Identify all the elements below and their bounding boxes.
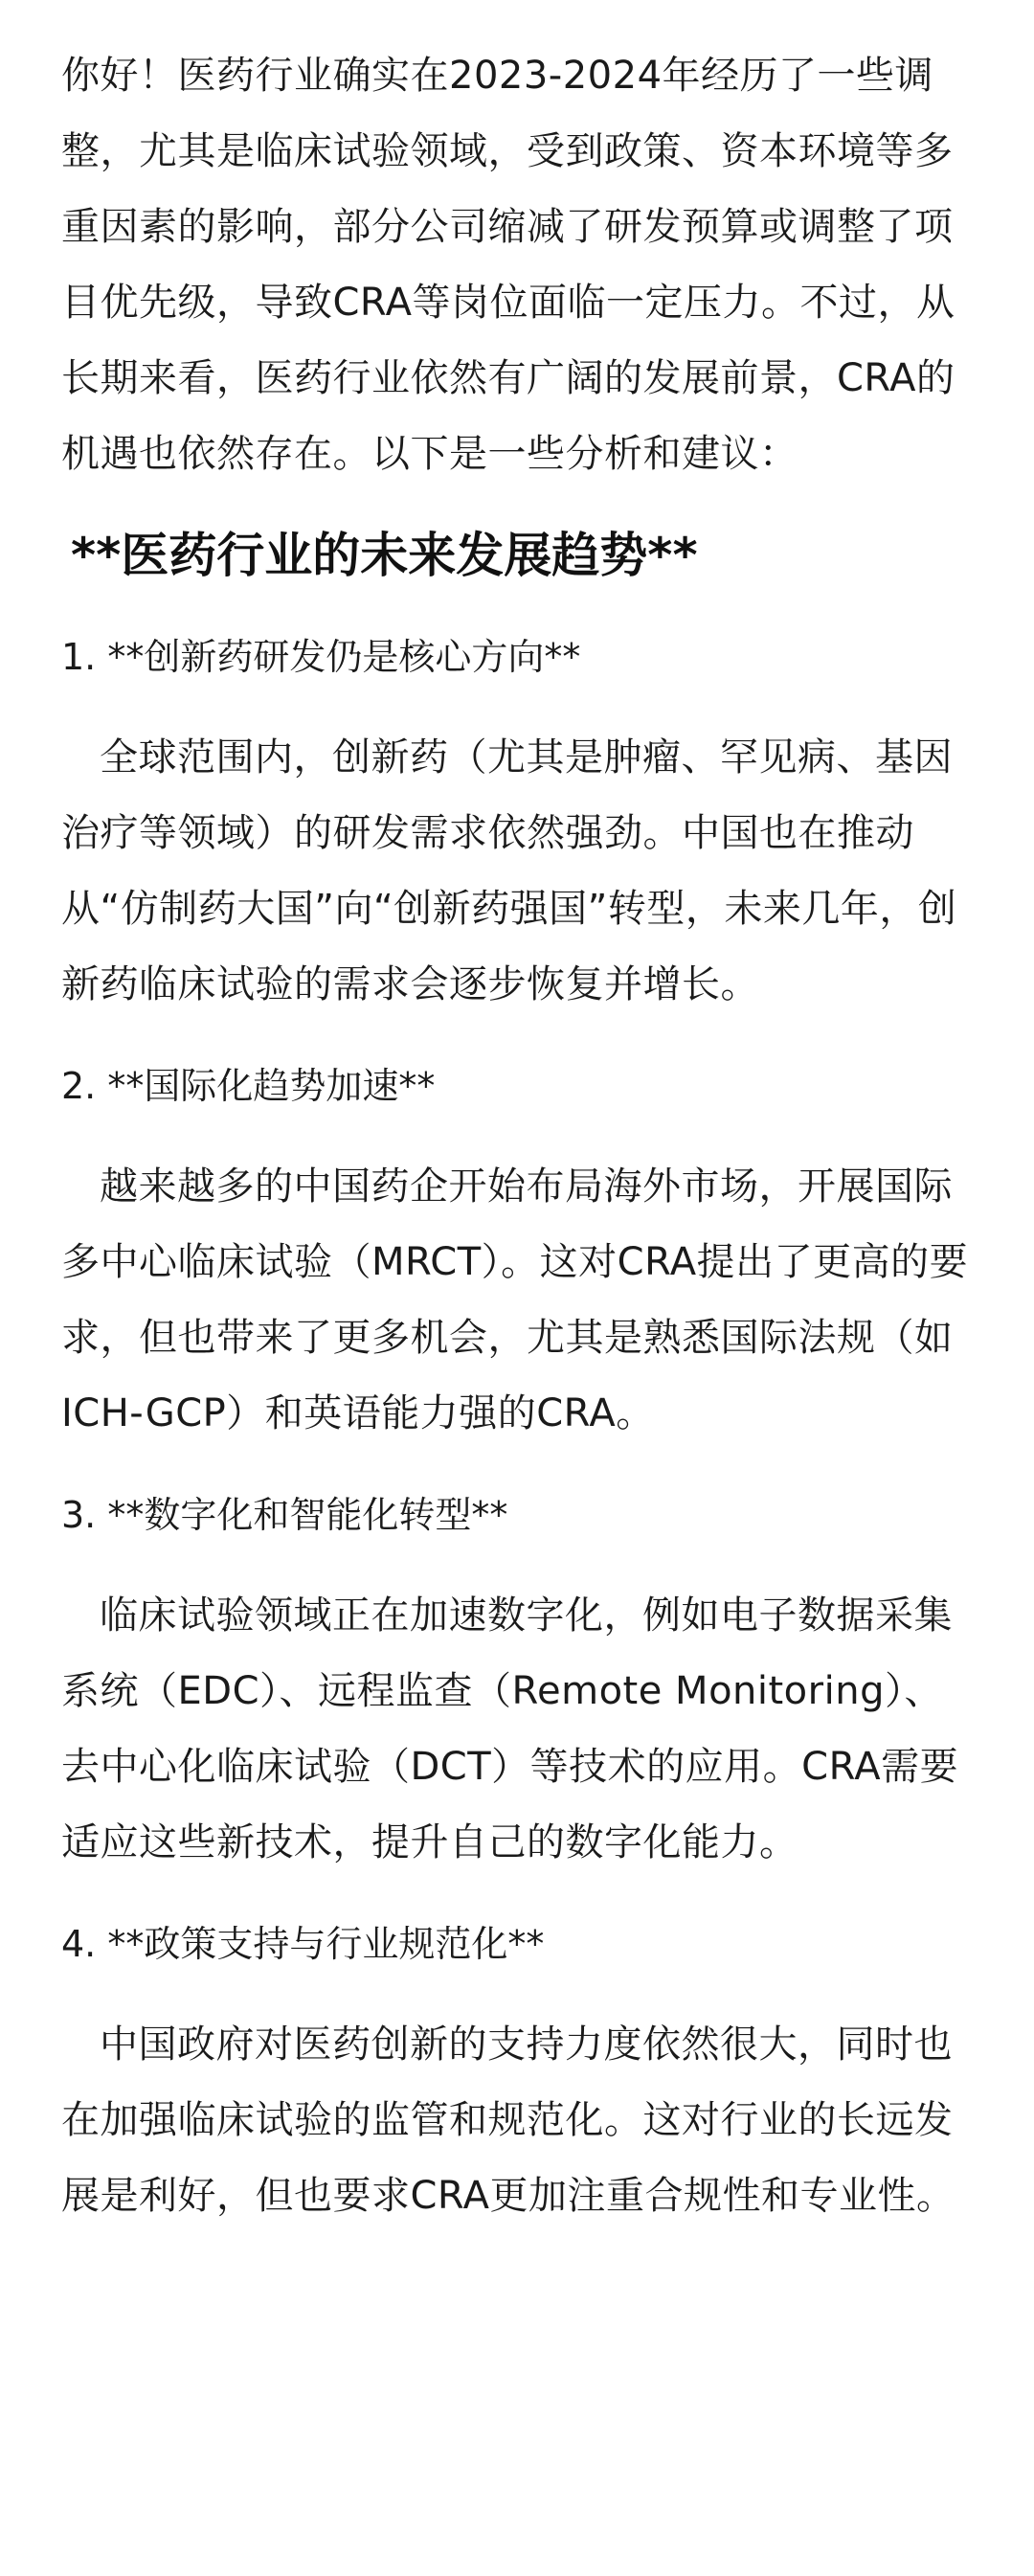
item-body-2: 越来越多的中国药企开始布局海外市场，开展国际多中心临床试验（MRCT）。这对CRA提出了更高的要求，但也带来了更多机会，尤其是熟悉国际法规（如ICH-GCP）和英语能力强的CRA。: [61, 1164, 969, 1435]
item-body-3: 临床试验领域正在加速数字化，例如电子数据采集系统（EDC）、远程监查（Remote Monitoring）、去中心化临床试验（DCT）等技术的应用。CRA需要适应这些新技术，提升自己的数字化能力。: [61, 1593, 959, 1864]
item-body-1: 全球范围内，创新药（尤其是肿瘤、罕见病、基因治疗等领域）的研发需求依然强劲。中国也在推动从“仿制药大国”向“创新药强国”转型，未来几年，创新药临床试验的需求会逐步恢复并增长。: [61, 735, 957, 1006]
section-heading: **医药行业的未来发展趋势**: [71, 528, 698, 583]
intro-paragraph: 你好！医药行业确实在2023-2024年经历了一些调整，尤其是临床试验领域，受到政策、资本环境等多重因素的影响，部分公司缩减了研发预算或调整了项目优先级，导致CRA等岗位面临一定压力。不过，从长期来看，医药行业依然有广阔的发展前景，CRA的机遇也依然存在。以下是一些分析和建议：: [61, 54, 955, 476]
article-body: [61, 38, 980, 2234]
item-title-3: 3. **数字化和智能化转型**: [61, 1494, 508, 1536]
item-title-4: 4. **政策支持与行业规范化**: [61, 1923, 545, 1965]
item-body-4: 中国政府对医药创新的支持力度依然很大，同时也在加强临床试验的监管和规范化。这对行业的长远发展是利好，但也要求CRA更加注重合规性和专业性。: [61, 2022, 955, 2218]
item-title-1: 1. **创新药研发仍是核心方向**: [61, 636, 581, 678]
item-title-2: 2. **国际化趋势加速**: [61, 1065, 436, 1107]
